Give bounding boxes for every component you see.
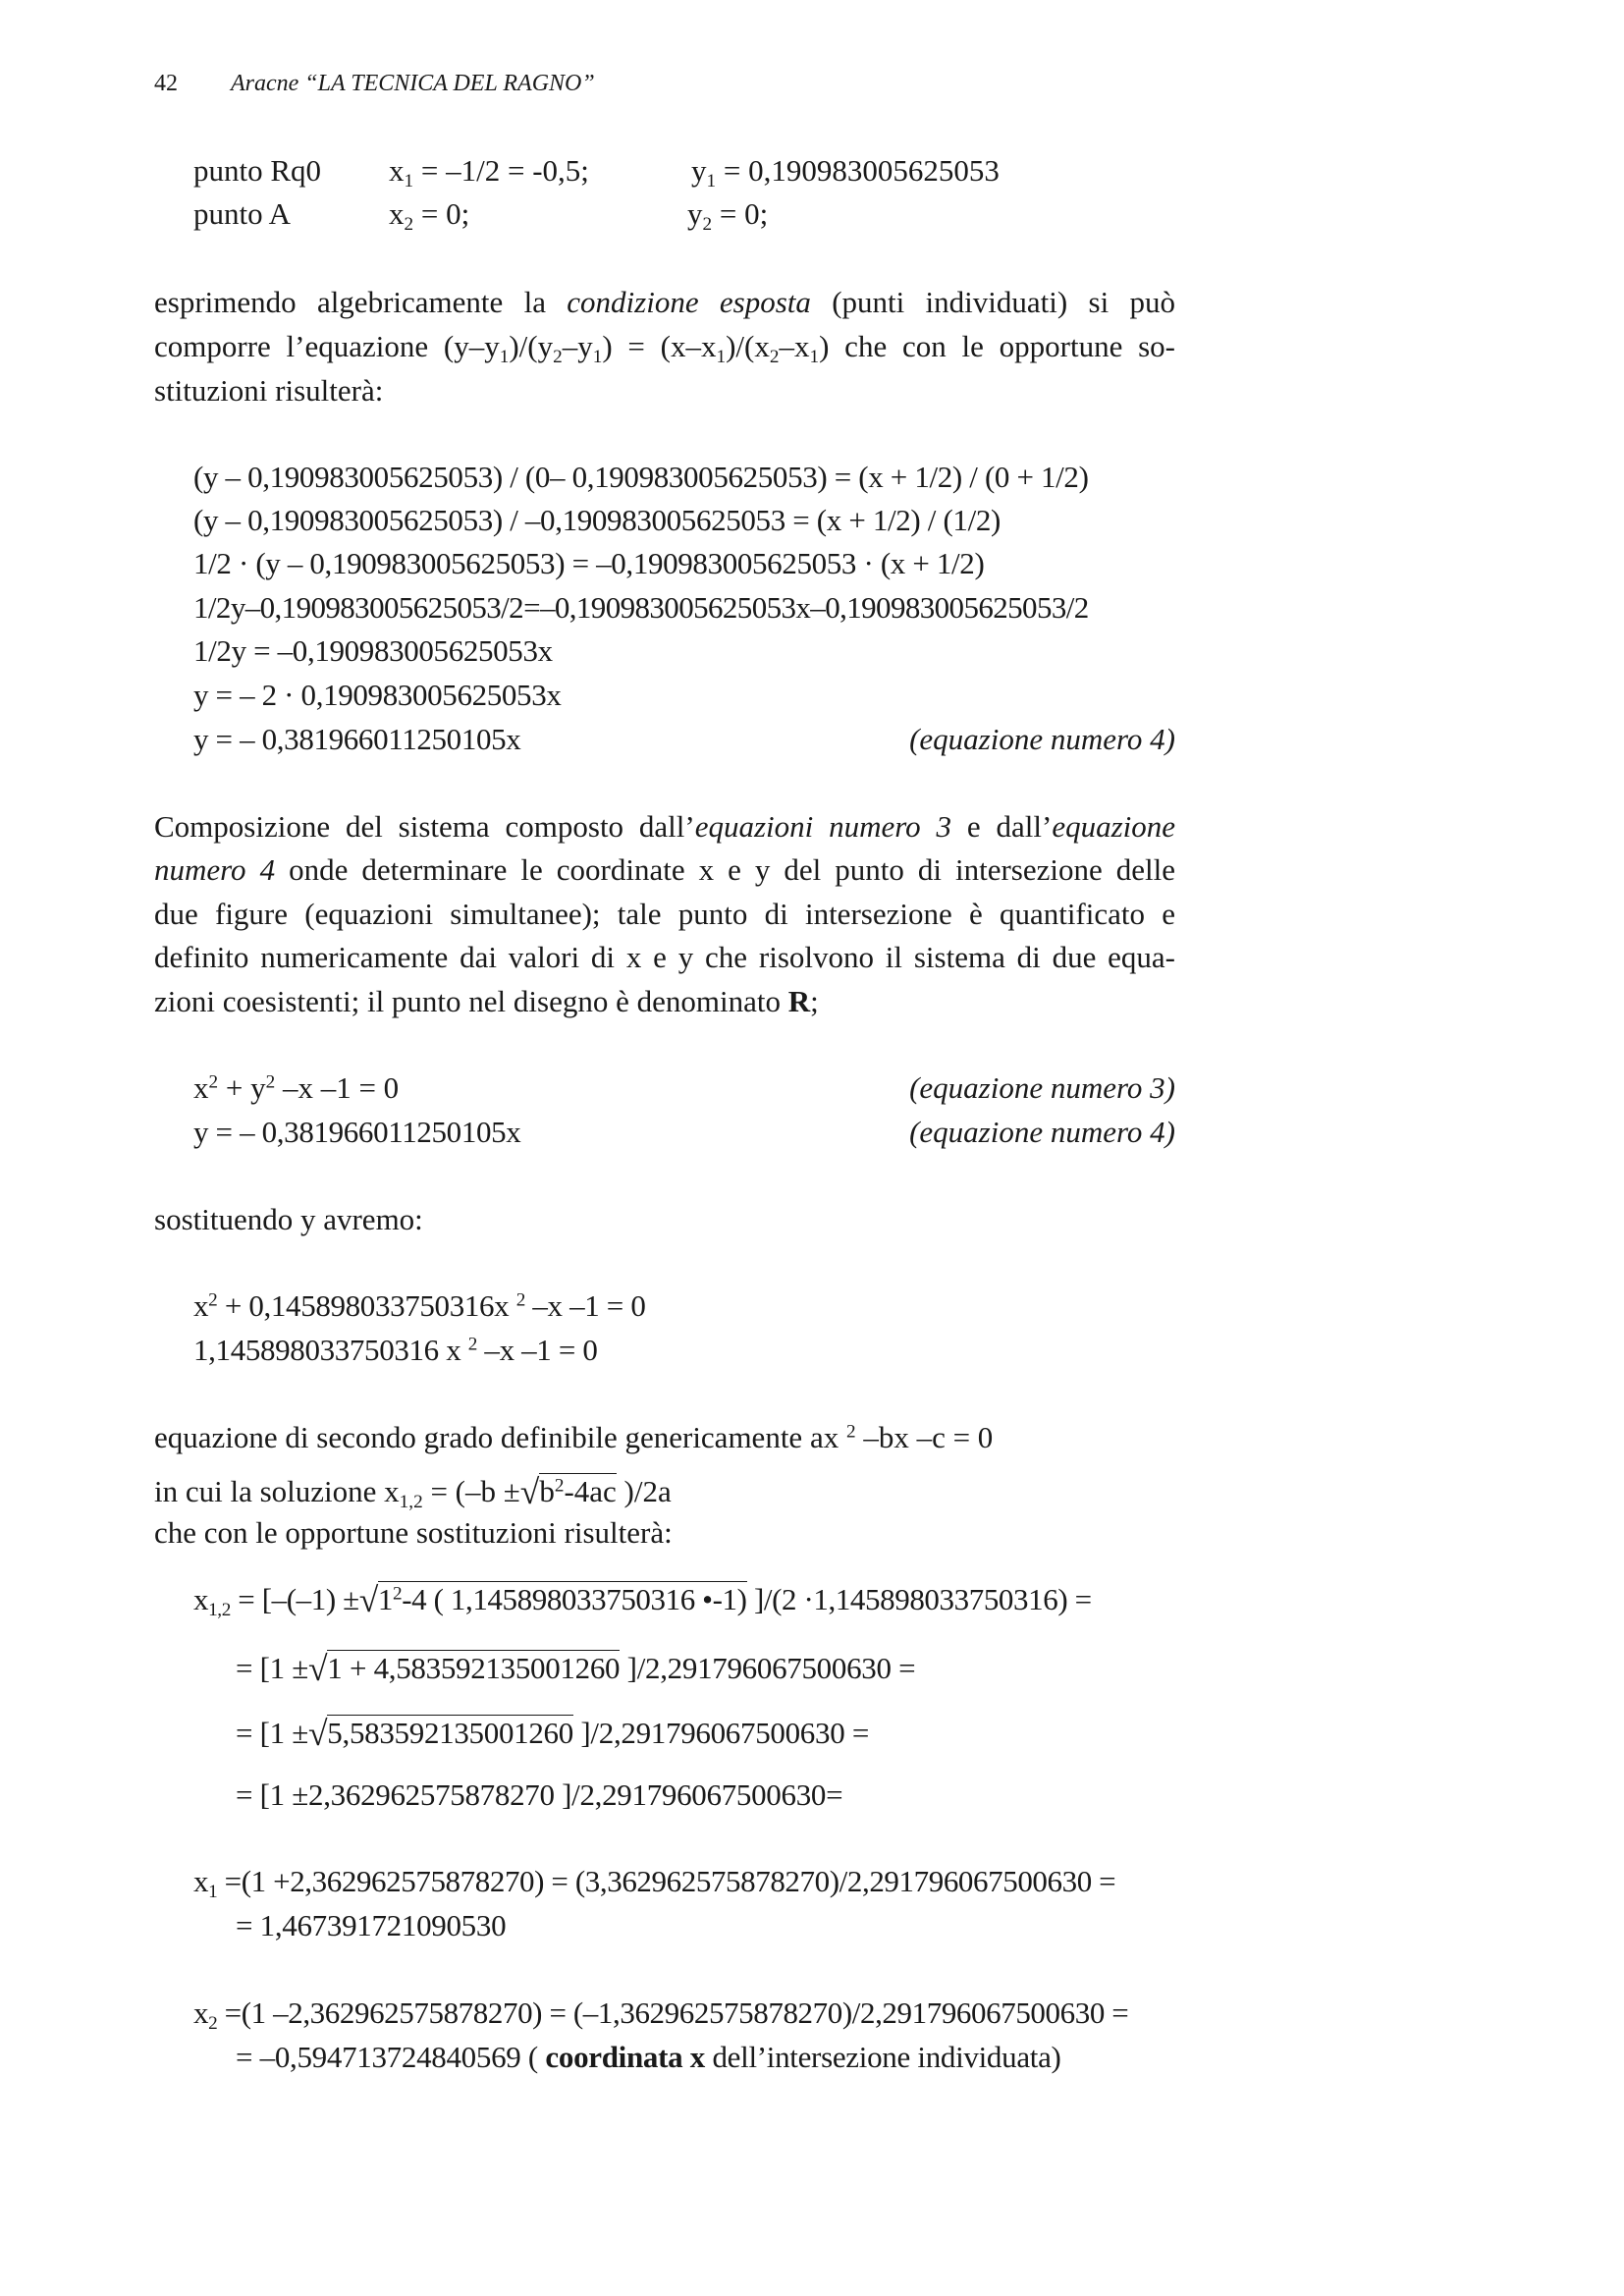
paragraph-line: sostituendo y avremo: <box>154 1202 423 1236</box>
equation-line: = [1 ±√5,583592135001260 ]/2,291796067500630 = <box>236 1713 870 1753</box>
square-root: $√b^2-4ac$ <box>519 1471 617 1511</box>
paragraph-line: Composizione del sistema composto dall’equazioni numero 3 e dall’equazione <box>154 809 1176 844</box>
equation-line: y = – 0,381966011250105x <box>193 1115 521 1149</box>
equation-line: $x_{1,2} = [-(-1) \pm√1^2-4$ ( 1,145898033750316 •-1) ]/(2 ·1,145898033750316) = <box>193 1579 1092 1620</box>
point-y: $y_1 = 0,190983005625053$ <box>691 153 1000 191</box>
equation-line: 1,145898033750316 x $^2$ –x –1 = 0 <box>193 1333 598 1367</box>
equation-line: $x_2 =(1$ –2,362962575878270) = (–1,362962575878270)/2,291796067500630 = <box>193 1995 1129 2034</box>
equation-label: (equazione numero 4) <box>909 722 1175 756</box>
paragraph-line: comporre l’equazione $(y-y_1)/(y_2-y_1) = (x-x_1)/(x_2-x_1)$ che con le opportune so- <box>154 329 1175 367</box>
page-number: 42 <box>154 71 178 96</box>
equation-line: 1/2y = –0,190983005625053x <box>193 633 553 668</box>
equation-line: = [1 ±√1 + 4,583592135001260 ]/2,291796067500630 = <box>236 1648 916 1688</box>
equation-line: = –0,594713724840569 ( coordinata x dell’intersezione individuata) <box>236 2040 1061 2074</box>
paragraph-line: esprimendo algebricamente la condizione esposta (punti individuati) si può <box>154 285 1175 319</box>
paragraph-line: stituzioni risulterà: <box>154 373 384 408</box>
paragraph-line: equazione di secondo grado definibile genericamente ax $^2$ –bx –c = 0 <box>154 1420 994 1454</box>
point-label: punto Rq0 <box>193 153 322 188</box>
equation-line: 1/2 · (y – 0,190983005625053) = –0,190983005625053 · (x + 1/2) <box>193 546 985 580</box>
equation-line: y = – 2 · 0,190983005625053x <box>193 678 562 712</box>
point-x: $x_1 = -1/2 = -0,5$; <box>389 153 589 191</box>
paragraph-line: in cui la soluzione $x_{1,2} = (-b \pm√b^2-4ac$ )/2a <box>154 1471 672 1512</box>
equation-line: $x^2 + 0,145898033750316x$ $^2$ –x –1 = 0 <box>193 1288 646 1323</box>
paragraph-line: due figure (equazioni simultanee); tale punto di intersezione è quantificato e <box>154 897 1175 931</box>
equation-line: = [1 ±2,362962575878270 ]/2,291796067500630= <box>236 1777 843 1812</box>
equation-label: (equazione numero 4) <box>909 1115 1175 1149</box>
square-root: √1 + 4,583592135001260 <box>308 1648 621 1688</box>
point-label: punto A <box>193 196 292 231</box>
square-root: √5,583592135001260 <box>308 1713 573 1753</box>
equation-line: 1/2y–0,190983005625053/2=–0,190983005625053x–0,190983005625053/2 <box>193 590 1089 625</box>
point-y: $y_2 = 0$; <box>687 196 769 235</box>
point-x: $x_2 = 0$; <box>389 196 470 235</box>
equation-line: y = – 0,381966011250105x <box>193 722 521 756</box>
square-root: $√1^2-4$ ( 1,145898033750316 •-1) <box>358 1579 747 1619</box>
equation-line: $x_1 =(1 +2,362962575878270) = (3,362962575878270)/2,291796067500630$ = <box>193 1864 1116 1902</box>
running-title: Aracne “LA TECNICA DEL RAGNO” <box>231 71 595 96</box>
paragraph-line: che con le opportune sostituzioni risulterà: <box>154 1515 673 1550</box>
equation-line: (y – 0,190983005625053) / –0,190983005625053 = (x + 1/2) / (1/2) <box>193 503 1001 537</box>
equation-label: (equazione numero 3) <box>909 1070 1175 1105</box>
paragraph-line: numero 4 onde determinare le coordinate x e y del punto di intersezione delle <box>154 852 1176 887</box>
paragraph-line: definito numericamente dai valori di x e y che risolvono il sistema di due equa- <box>154 940 1175 974</box>
equation-line: = 1,467391721090530 <box>236 1908 507 1942</box>
equation-line: $x^2 + y^2$ –x –1 = 0 <box>193 1070 400 1105</box>
equation-line: (y – 0,190983005625053) / (0– 0,190983005625053) = (x + 1/2) / (0 + 1/2) <box>193 460 1089 494</box>
paragraph-line: zioni coesistenti; il punto nel disegno è denominato R; <box>154 984 819 1018</box>
